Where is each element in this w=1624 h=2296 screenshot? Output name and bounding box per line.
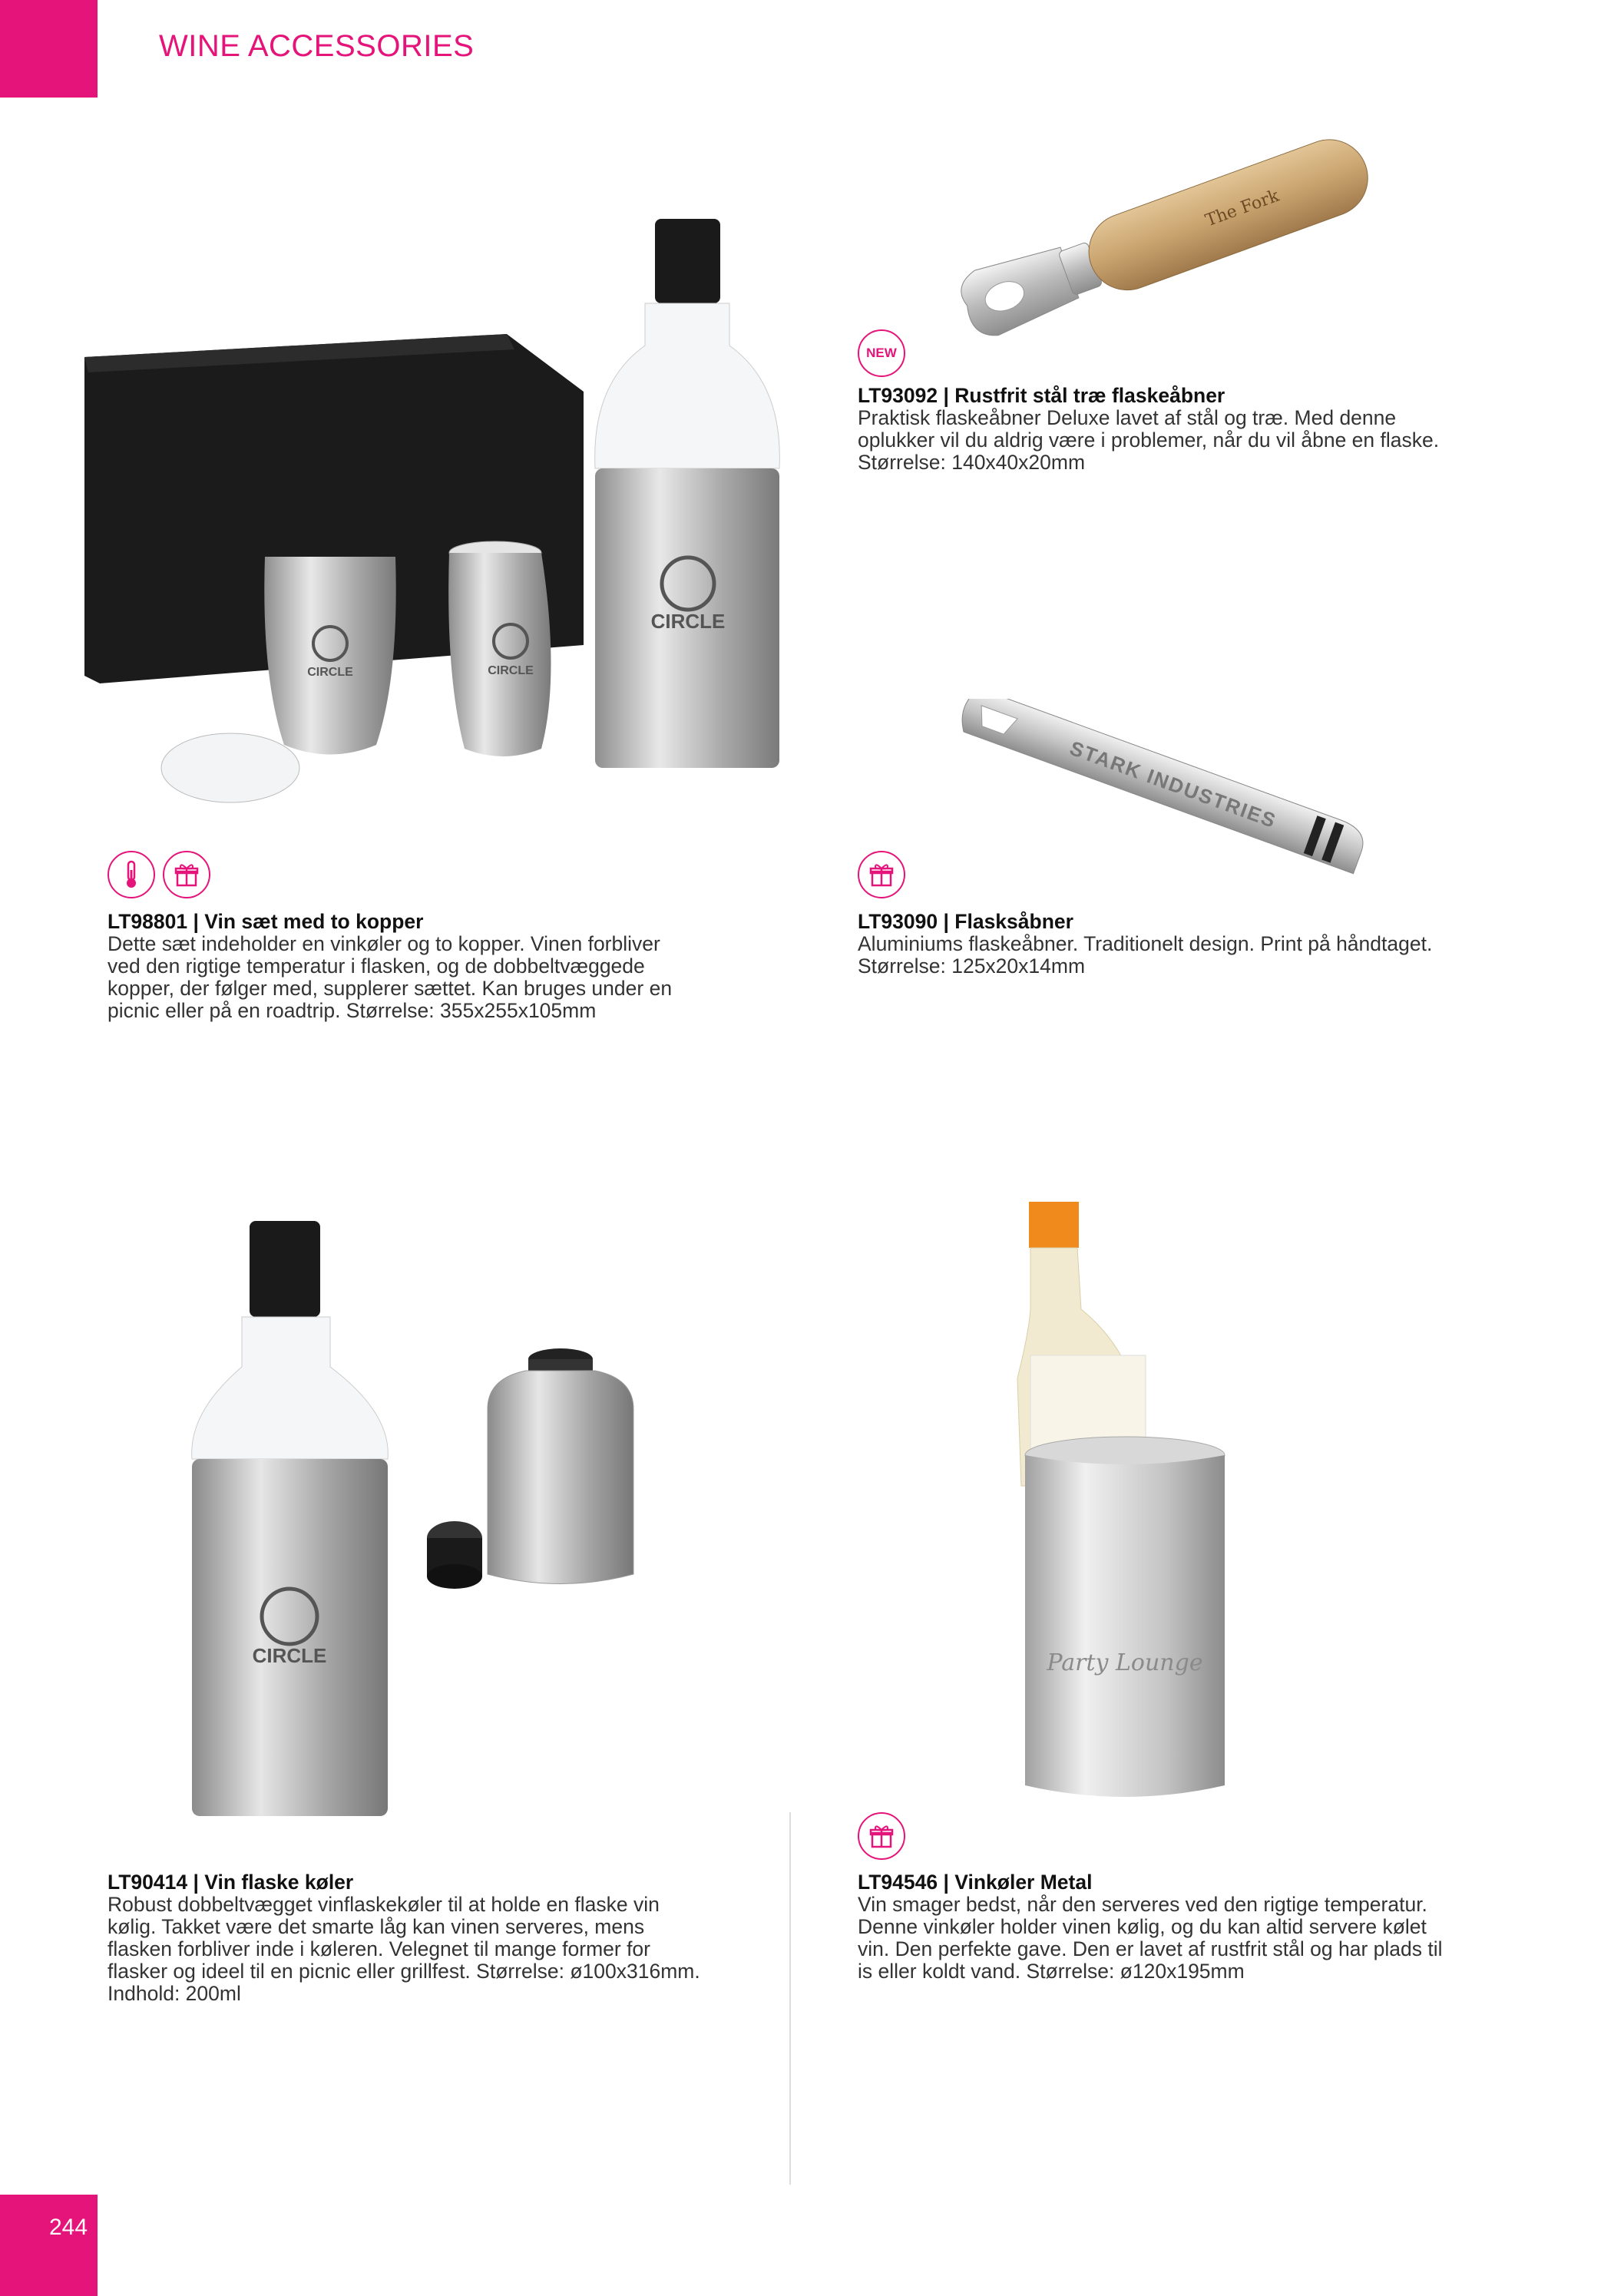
description-line: Størrelse: 140x40x20mm: [858, 451, 1086, 474]
badges-lt98801: [107, 851, 210, 898]
description-line: Aluminiums flaskeåbner. Traditionelt design. Print på håndtaget.: [858, 932, 1433, 955]
product-code: LT94546: [858, 1871, 938, 1894]
column-divider: [789, 1812, 791, 2185]
bottle-cooler-image: [184, 1217, 660, 1847]
description-line: flasken forbliver inde i køleren. Velegnet til mange former for: [107, 1937, 650, 1960]
cup-logo-text: CIRCLE: [488, 664, 534, 677]
product-name: Vin sæt med to kopper: [204, 910, 424, 933]
wine-set-image: [54, 215, 814, 829]
aluminium-opener-image: [941, 699, 1401, 906]
badges-lt93092: [858, 329, 905, 377]
product-name: Vin flaske køler: [204, 1871, 354, 1894]
gift-icon: [858, 1812, 905, 1860]
thermometer-icon: [107, 851, 155, 898]
cooler-print-text: Party Lounge: [1047, 1649, 1203, 1676]
description-line: vin. Den perfekte gave. Den er lavet af rustfrit stål og har plads til: [858, 1937, 1443, 1960]
product-lt93092: LT93092 | Rustfrit stål træ flaskeåbner Praktisk flaskeåbner Deluxe lavet af stål og træ. Med denne oplukker vil du aldrig være i problemer, når du vil åbne en flaske. Størrelse: 140x40x20mm: [858, 384, 1440, 474]
product-lt90414: LT90414 | Vin flaske køler Robust dobbeltvægget vinflaskekøler til at holde en flaske vin kølig. Takket være det smarte låg kan vinen serveres, mens flasken forbliver inde i køleren. Velegnet til mange former for flasker og ideel til en picnic eller grillfest. Størrelse: ø100x316mm. Indhold: 200ml: [107, 1871, 700, 2005]
gift-icon: [858, 851, 905, 898]
wine-cooler-metal-image: [1014, 1194, 1236, 1816]
description-line: flasker og ideel til en picnic eller grillfest. Størrelse: ø100x316mm.: [107, 1960, 700, 1983]
description-line: kopper, der følger med, supplerer sættet. Kan bruges under en: [107, 977, 673, 1000]
description-line: ved den rigtige temperatur i flasken, og de dobbeltvæggede: [107, 954, 645, 978]
badges-lt93090: [858, 851, 905, 898]
product-name: Rustfrit stål træ flaskeåbner: [954, 384, 1225, 407]
product-code: LT90414: [107, 1871, 188, 1894]
gift-icon: [163, 851, 210, 898]
bottle-logo-text: CIRCLE: [650, 610, 726, 633]
cup-logo-text: CIRCLE: [307, 666, 353, 679]
product-lt93090: LT93090 | Flasksåbner Aluminiums flaskeåbner. Traditionelt design. Print på håndtaget. Størrelse: 125x20x14mm: [858, 910, 1433, 978]
product-name: Flasksåbner: [954, 910, 1073, 933]
description-line: Vin smager bedst, når den serveres ved den rigtige temperatur.: [858, 1893, 1427, 1916]
description-line: is eller koldt vand. Størrelse: ø120x195mm: [858, 1960, 1245, 1983]
opener-logo-text: The Fork: [1202, 186, 1282, 231]
description-line: Praktisk flaskeåbner Deluxe lavet af stål og træ. Med denne: [858, 406, 1397, 429]
header-color-block: [0, 0, 98, 98]
product-name: Vinkøler Metal: [954, 1871, 1093, 1894]
page-number: 244: [49, 2215, 88, 2240]
badges-lt94546: [858, 1812, 905, 1860]
description-line: oplukker vil du aldrig være i problemer, når du vil åbne en flaske.: [858, 428, 1440, 452]
product-code: LT93090: [858, 910, 938, 933]
description-line: Robust dobbeltvægget vinflaskekøler til at holde en flaske vin: [107, 1893, 660, 1916]
opener-print-text: STARK INDUSTRIES: [1067, 736, 1280, 833]
cooler-logo-text: CIRCLE: [252, 1644, 327, 1667]
description-line: Denne vinkøler holder vinen kølig, og du kan altid servere kølet: [858, 1915, 1427, 1938]
page-number-block: [0, 2195, 98, 2296]
product-lt94546: LT94546 | Vinkøler Metal Vin smager bedst, når den serveres ved den rigtige temperatur. Denne vinkøler holder vinen kølig, og du kan altid servere kølet vin. Den perfekte gave. Den er lavet af rustfrit stål og har plads til is eller koldt vand. Størrelse: ø120x195mm: [858, 1871, 1443, 1983]
description-line: Størrelse: 125x20x14mm: [858, 954, 1086, 978]
description-line: Dette sæt indeholder en vinkøler og to kopper. Vinen forbliver: [107, 932, 660, 955]
bottle-opener-wood-image: [933, 119, 1409, 365]
new-badge: NEW: [858, 329, 905, 377]
description-line: picnic eller på en roadtrip. Størrelse: 355x255x105mm: [107, 999, 597, 1022]
section-title: WINE ACCESSORIES: [159, 29, 475, 63]
product-lt98801: LT98801 | Vin sæt med to kopper Dette sæt indeholder en vinkøler og to kopper. Vinen forbliver ved den rigtige temperatur i flasken, og de dobbeltvæggede kopper, der følger med, supplerer sættet. Kan bruges under en picnic eller på en roadtrip. Størrelse: 355x255x105mm: [107, 910, 673, 1022]
description-line: Indhold: 200ml: [107, 1982, 241, 2005]
product-code: LT98801: [107, 910, 188, 933]
product-code: LT93092: [858, 384, 938, 407]
description-line: kølig. Takket være det smarte låg kan vinen serveres, mens: [107, 1915, 645, 1938]
